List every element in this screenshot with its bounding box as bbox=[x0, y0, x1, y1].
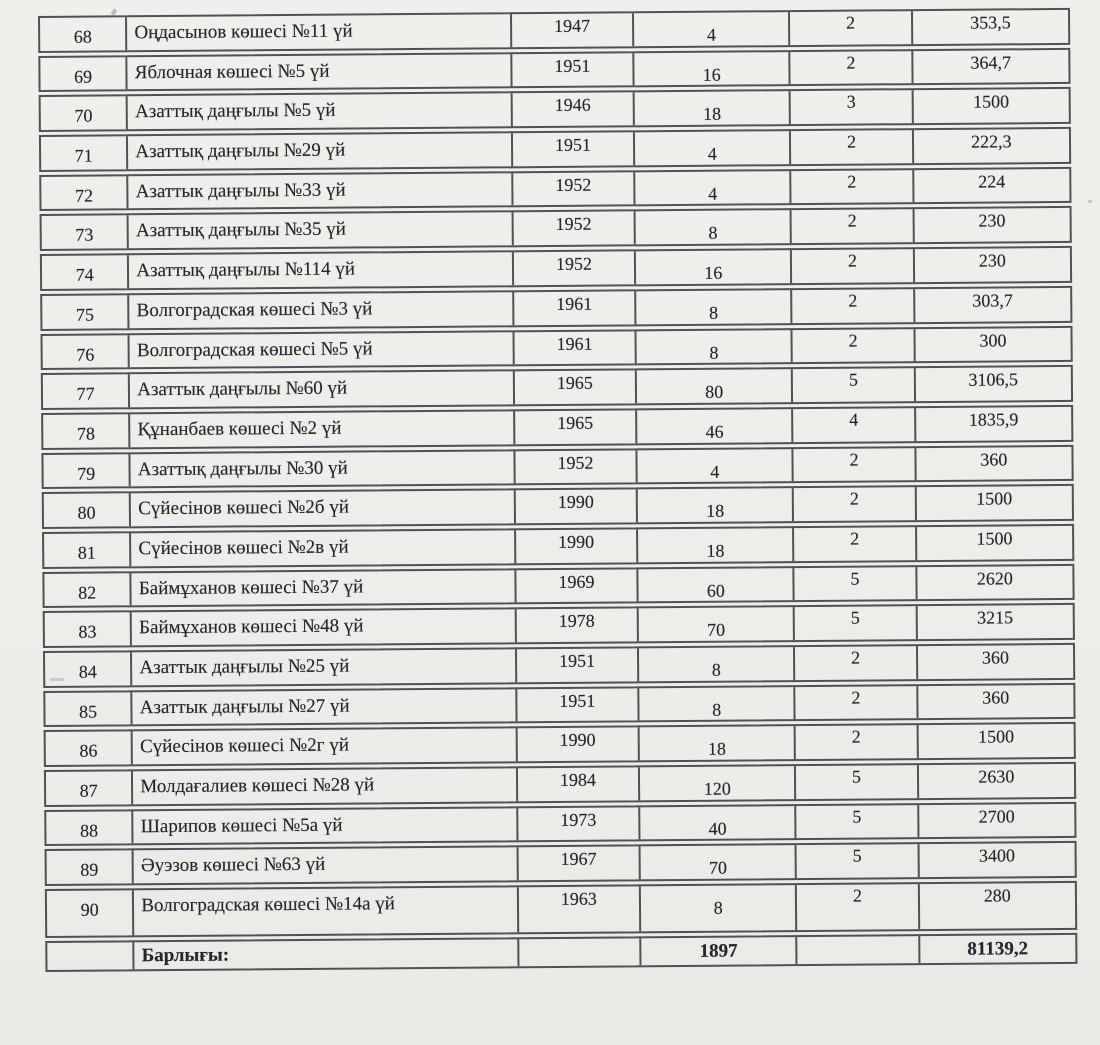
area-cell: 230 bbox=[912, 208, 1070, 242]
apartments-cell: 8 bbox=[634, 290, 791, 324]
address-cell: Баймұханов көшесі №37 үй bbox=[130, 570, 515, 606]
year-built-cell: 1990 bbox=[514, 490, 637, 524]
address-cell: Волгоградская көшесі №3 үй bbox=[128, 292, 513, 328]
row-number-cell: 90 bbox=[80, 899, 99, 920]
apartments-cell: 16 bbox=[632, 52, 789, 86]
floors-cell: 5 bbox=[795, 845, 918, 879]
table-row bbox=[39, 87, 1071, 132]
year-built-cell: 1963 bbox=[517, 886, 640, 932]
floors-cell: 2 bbox=[790, 170, 913, 204]
year-built-cell: 1952 bbox=[512, 251, 635, 285]
area-cell: 300 bbox=[913, 327, 1071, 361]
apartments-cell: 4 bbox=[633, 171, 790, 205]
floors-cell: 3 bbox=[789, 91, 912, 125]
address-cell: Азаттык даңғылы №33 үй bbox=[127, 173, 512, 209]
total-row bbox=[45, 933, 1077, 972]
floors-cell: 2 bbox=[789, 130, 912, 164]
row-number-cell: 71 bbox=[74, 145, 93, 166]
floors-cell: 2 bbox=[788, 11, 911, 45]
address-cell: Азаттық даңғылы №29 үй bbox=[126, 133, 511, 169]
floors-cell: 2 bbox=[794, 686, 917, 720]
area-cell: 360 bbox=[916, 645, 1074, 679]
table-row bbox=[43, 643, 1075, 688]
apartments-cell: 60 bbox=[636, 568, 793, 602]
address-cell: Волгоградская көшесі №14а үй bbox=[132, 887, 517, 935]
area-cell: 353,5 bbox=[911, 10, 1069, 44]
table-row bbox=[40, 246, 1072, 291]
floors-cell: 2 bbox=[791, 289, 914, 323]
floors-cell: 2 bbox=[795, 884, 918, 930]
area-cell: 230 bbox=[913, 248, 1071, 282]
table-row bbox=[42, 564, 1074, 609]
floors-cell: 2 bbox=[792, 448, 915, 482]
apartments-cell: 120 bbox=[638, 766, 795, 800]
area-cell: 360 bbox=[914, 446, 1072, 480]
scan-speck bbox=[1088, 200, 1092, 203]
total-empty-floors bbox=[796, 936, 919, 964]
row-number-cell: 73 bbox=[75, 225, 94, 246]
address-cell: Оңдасынов көшесі №11 үй bbox=[125, 14, 510, 50]
row-number-cell: 75 bbox=[75, 304, 95, 325]
table-row bbox=[43, 683, 1075, 728]
apartments-cell: 16 bbox=[634, 250, 791, 284]
address-cell: Сүйесінов көшесі №2в үй bbox=[129, 530, 514, 566]
year-built-cell: 1984 bbox=[516, 767, 639, 801]
year-built-cell: 1965 bbox=[513, 371, 636, 405]
area-cell: 1500 bbox=[915, 526, 1073, 560]
table-row bbox=[38, 48, 1070, 93]
area-cell: 2700 bbox=[917, 804, 1075, 838]
address-cell: Баймұханов көшесі №48 үй bbox=[130, 610, 515, 646]
year-built-cell: 1946 bbox=[510, 93, 633, 127]
area-cell: 3106,5 bbox=[913, 367, 1071, 401]
table-row bbox=[44, 802, 1076, 847]
address-cell: Азаттық даңғылы №35 үй bbox=[127, 213, 512, 249]
apartments-cell: 80 bbox=[635, 369, 792, 403]
year-built-cell: 1990 bbox=[515, 728, 638, 762]
floors-cell: 2 bbox=[790, 249, 913, 283]
apartments-cell: 18 bbox=[638, 726, 795, 760]
table-row bbox=[38, 8, 1070, 53]
buildings-table bbox=[38, 8, 1077, 975]
year-built-cell: 1952 bbox=[511, 212, 634, 246]
address-cell: Азаттық даңғылы №114 үй bbox=[127, 252, 512, 288]
table-row bbox=[41, 405, 1073, 450]
floors-cell: 4 bbox=[791, 408, 914, 442]
address-cell: Яблочная көшесі №5 үй bbox=[126, 54, 511, 90]
row-number-cell: 80 bbox=[77, 502, 96, 523]
row-number-cell: 69 bbox=[74, 66, 93, 87]
floors-cell: 2 bbox=[794, 725, 917, 759]
address-cell: Молдағалиев көшесі №28 үй bbox=[131, 768, 516, 804]
total-empty-year bbox=[517, 938, 640, 966]
year-built-cell: 1978 bbox=[514, 609, 637, 643]
row-number-cell: 86 bbox=[79, 740, 98, 762]
table-row bbox=[44, 722, 1076, 767]
year-built-cell: 1969 bbox=[514, 569, 637, 603]
apartments-cell: 4 bbox=[636, 449, 793, 483]
row-number-cell: 74 bbox=[75, 264, 94, 285]
table-row bbox=[41, 365, 1073, 410]
total-apartments: 1897 bbox=[639, 937, 795, 965]
apartments-cell: 8 bbox=[637, 647, 794, 681]
apartments-cell: 70 bbox=[637, 607, 794, 641]
address-cell: Сүйесінов көшесі №2г үй bbox=[131, 729, 516, 765]
row-number-cell: 70 bbox=[74, 105, 93, 127]
row-number-cell: 84 bbox=[78, 661, 97, 682]
row-number-cell: 79 bbox=[77, 463, 96, 484]
table-row bbox=[39, 167, 1071, 212]
area-cell: 1835,9 bbox=[914, 407, 1072, 441]
apartments-cell: 8 bbox=[637, 687, 794, 721]
row-number-cell: 88 bbox=[79, 820, 99, 841]
area-cell: 1500 bbox=[911, 89, 1069, 123]
area-cell: 303,7 bbox=[913, 288, 1071, 322]
area-cell: 1500 bbox=[914, 486, 1072, 520]
floors-cell: 5 bbox=[791, 368, 914, 402]
row-number-cell: 77 bbox=[76, 383, 95, 404]
floors-cell: 5 bbox=[795, 805, 918, 839]
year-built-cell: 1967 bbox=[516, 847, 639, 881]
apartments-cell: 18 bbox=[636, 488, 793, 522]
area-cell: 360 bbox=[916, 685, 1074, 719]
year-built-cell: 1951 bbox=[511, 132, 634, 166]
year-built-cell: 1947 bbox=[510, 13, 633, 47]
year-built-cell: 1951 bbox=[510, 53, 633, 87]
row-number-cell: 68 bbox=[73, 26, 92, 47]
row-number-cell: 78 bbox=[76, 423, 96, 444]
year-built-cell: 1952 bbox=[511, 172, 634, 206]
area-cell: 224 bbox=[912, 169, 1070, 203]
row-number-cell: 85 bbox=[79, 701, 98, 722]
year-built-cell: 1961 bbox=[512, 291, 635, 325]
area-cell: 3400 bbox=[917, 843, 1075, 877]
address-cell: Азаттык даңғылы №27 үй bbox=[131, 689, 516, 725]
apartments-cell: 40 bbox=[638, 806, 795, 840]
year-built-cell: 1952 bbox=[513, 450, 636, 484]
table-row bbox=[44, 762, 1076, 807]
address-cell: Сүйесінов көшесі №2б үй bbox=[129, 491, 514, 527]
total-area: 81139,2 bbox=[918, 935, 1075, 963]
address-cell: Әуэзов көшесі №63 үй bbox=[132, 848, 517, 884]
table-row bbox=[42, 484, 1074, 529]
year-built-cell: 1965 bbox=[513, 410, 636, 444]
row-number-cell: 87 bbox=[79, 780, 98, 801]
area-cell: 364,7 bbox=[911, 50, 1069, 84]
floors-cell: 2 bbox=[792, 487, 915, 521]
total-empty-no bbox=[47, 942, 133, 970]
row-number-cell: 72 bbox=[74, 185, 94, 206]
apartments-cell: 8 bbox=[635, 330, 792, 364]
table-row bbox=[40, 286, 1072, 331]
row-number-cell: 81 bbox=[77, 542, 96, 563]
table-row bbox=[40, 325, 1072, 370]
floors-cell: 2 bbox=[789, 51, 912, 85]
address-cell: Азаттык даңғылы №25 үй bbox=[130, 649, 515, 685]
year-built-cell: 1951 bbox=[515, 648, 638, 682]
floors-cell: 2 bbox=[792, 527, 915, 561]
table-row bbox=[42, 524, 1074, 569]
table-row bbox=[40, 206, 1072, 251]
year-built-cell: 1973 bbox=[516, 807, 639, 841]
table-row bbox=[41, 444, 1073, 489]
apartments-cell: 18 bbox=[633, 91, 790, 125]
area-cell: 1500 bbox=[916, 724, 1074, 758]
floors-cell: 2 bbox=[790, 210, 913, 244]
address-cell: Азаттық даңғылы №5 үй bbox=[126, 94, 511, 130]
row-number-cell: 82 bbox=[78, 582, 97, 603]
address-cell: Волгоградская көшесі №5 үй bbox=[128, 332, 513, 368]
apartments-cell: 70 bbox=[639, 846, 796, 880]
address-cell: Азаттык даңғылы №60 үй bbox=[128, 371, 513, 407]
apartments-cell: 18 bbox=[636, 528, 793, 562]
area-cell: 2620 bbox=[915, 566, 1073, 600]
address-cell: Құнанбаев көшесі №2 үй bbox=[128, 411, 513, 447]
table-row bbox=[45, 841, 1077, 886]
apartments-cell: 8 bbox=[639, 885, 796, 931]
year-built-cell: 1951 bbox=[515, 688, 638, 722]
year-built-cell: 1961 bbox=[512, 331, 635, 365]
apartments-cell: 4 bbox=[632, 12, 789, 46]
row-number-cell: 76 bbox=[76, 344, 95, 365]
apartments-cell: 46 bbox=[635, 409, 792, 443]
floors-cell: 5 bbox=[794, 765, 917, 799]
address-cell: Шарипов көшесі №5а үй bbox=[132, 808, 517, 844]
floors-cell: 2 bbox=[793, 646, 916, 680]
year-built-cell: 1990 bbox=[514, 529, 637, 563]
area-cell: 222,3 bbox=[912, 129, 1070, 163]
total-label: Барлығы: bbox=[133, 939, 518, 969]
floors-cell: 2 bbox=[791, 329, 914, 363]
table-row bbox=[45, 881, 1077, 938]
row-number-cell: 89 bbox=[80, 859, 99, 881]
table-row bbox=[43, 603, 1075, 648]
floors-cell: 5 bbox=[793, 606, 916, 640]
apartments-cell: 4 bbox=[633, 131, 790, 165]
table-row bbox=[39, 127, 1071, 172]
area-cell: 2630 bbox=[917, 764, 1075, 798]
area-cell: 3215 bbox=[915, 605, 1073, 639]
address-cell: Азаттық даңғылы №30 үй bbox=[129, 451, 514, 487]
area-cell: 280 bbox=[918, 883, 1076, 929]
row-number-cell: 83 bbox=[78, 621, 97, 643]
floors-cell: 5 bbox=[793, 567, 916, 601]
apartments-cell: 8 bbox=[634, 211, 791, 245]
